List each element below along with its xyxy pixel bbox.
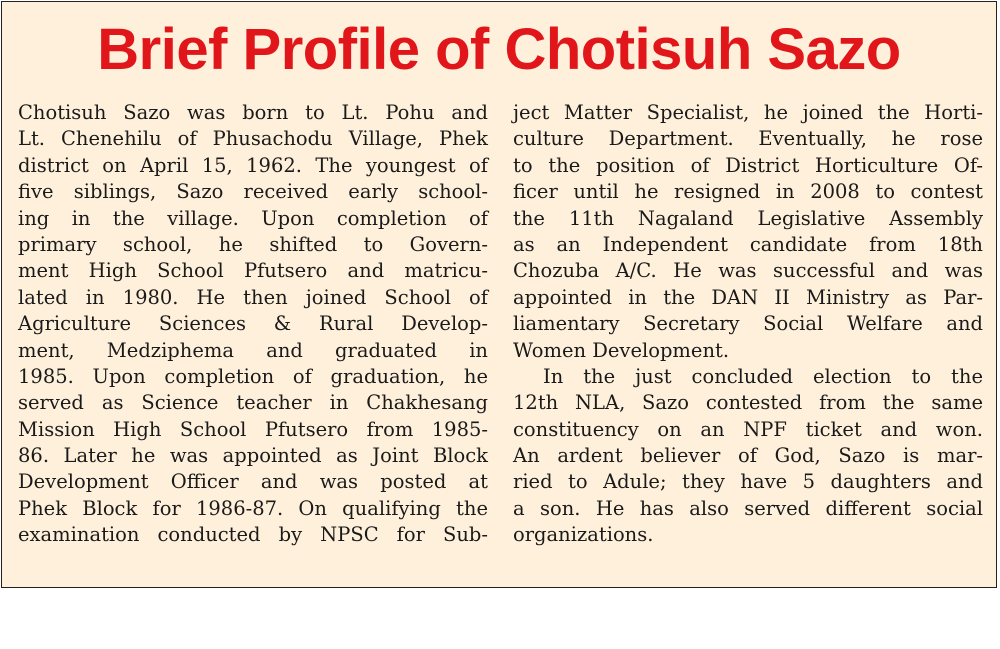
text-line: Mission High School Pfutsero from 1985- (18, 417, 488, 441)
text-line: as an Independent candidate from 18th (513, 232, 983, 256)
text-line: ject Matter Specialist, he joined the Horti- (513, 101, 983, 124)
text-line: 1985. Upon completion of graduation, he (18, 364, 488, 388)
text-line: examination conducted by NPSC for Sub- (18, 523, 488, 547)
text-line: An ardent believer of God, Sazo is mar- (513, 444, 983, 468)
text-line: constituency on an NPF ticket and won. (513, 417, 983, 441)
text-line: appointed in the DAN II Ministry as Par- (513, 285, 983, 309)
text-line: Chozuba A/C. He was successful and was (513, 259, 983, 283)
text-line: Development Officer and was posted at (18, 470, 488, 494)
text-line: primary school, he shifted to Govern- (18, 232, 488, 256)
left-column (18, 100, 488, 549)
text-line: the 11th Nagaland Legislative Assembly (513, 206, 983, 230)
right-column (513, 100, 983, 549)
text-line: five siblings, Sazo received early school- (18, 180, 488, 204)
text-line: organizations. (513, 523, 654, 547)
text-line: ried to Adule; they have 5 daughters and (513, 470, 983, 494)
text-line: ment High School Pfutsero and matricu- (18, 259, 488, 283)
text-line: Lt. Chenehilu of Phusachodu Village, Phek (18, 127, 488, 151)
text-line: a son. He has also served different social (513, 496, 983, 520)
text-line: Agriculture Sciences & Rural Develop- (18, 312, 488, 336)
profile-box (1, 1, 997, 588)
text-line: 86. Later he was appointed as Joint Block (18, 444, 488, 468)
text-line: district on April 15, 1962. The youngest of (18, 153, 488, 177)
text-line: served as Science teacher in Chakhesang (18, 391, 488, 415)
headline: Brief Profile of Chotisuh Sazo (97, 17, 901, 82)
text-line: Women Development. (513, 338, 730, 362)
text-line: liamentary Secretary Social Welfare and (513, 312, 983, 336)
text-line: ment, Medziphema and graduated in (18, 338, 488, 362)
text-line: culture Department. Eventually, he rose (513, 127, 983, 151)
text-line: ficer until he resigned in 2008 to contest (513, 180, 983, 204)
text-line: Phek Block for 1986-87. On qualifying the (18, 496, 488, 520)
text-line: Chotisuh Sazo was born to Lt. Pohu and (18, 101, 488, 124)
text-line: In the just concluded election to the (543, 364, 983, 388)
text-line: ing in the village. Upon completion of (18, 206, 488, 230)
text-line: 12th NLA, Sazo contested from the same (513, 391, 983, 415)
text-line: lated in 1980. He then joined School of (18, 285, 488, 309)
text-line: to the position of District Horticulture Of- (513, 153, 983, 177)
